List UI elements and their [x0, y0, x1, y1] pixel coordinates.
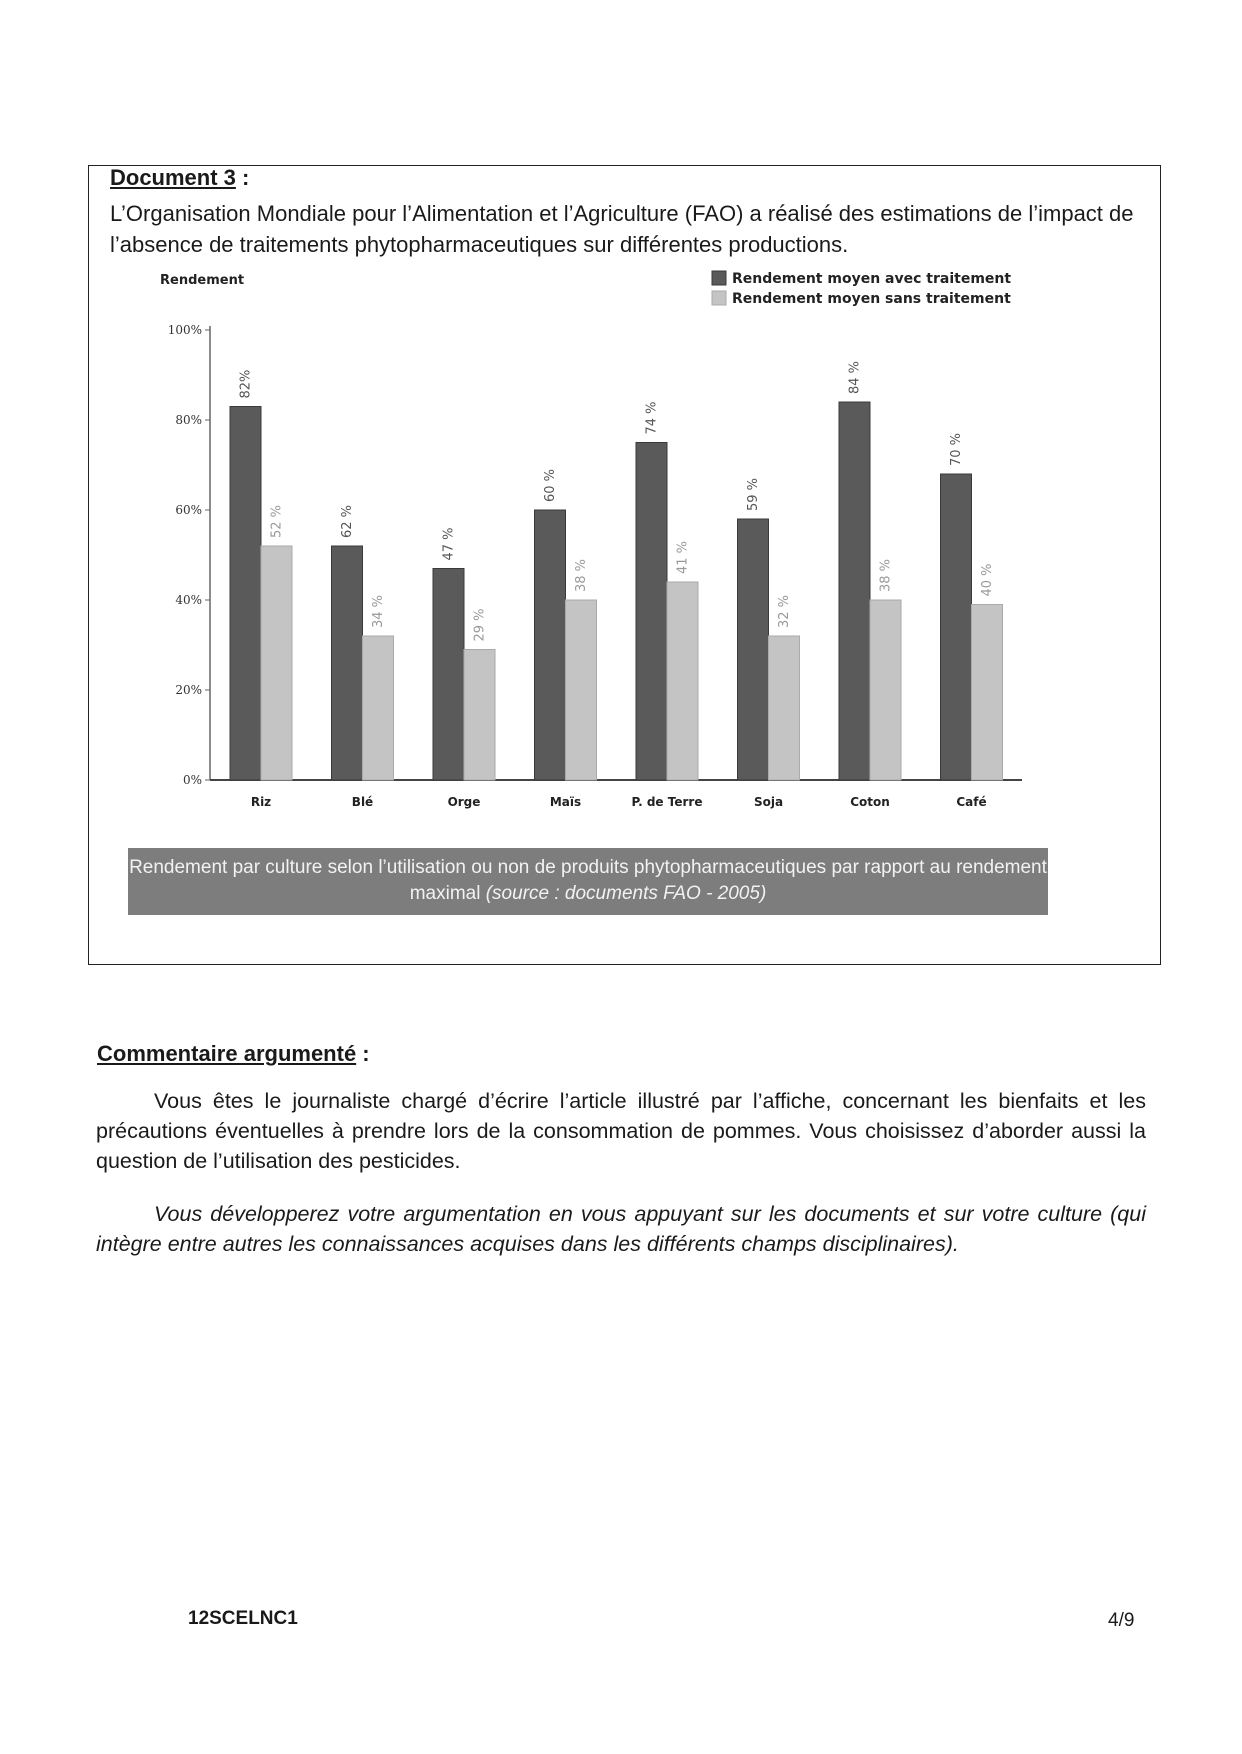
- bar-with-treatment: [636, 443, 667, 781]
- legend-swatch: [712, 271, 726, 285]
- bar-without-treatment: [363, 636, 394, 780]
- bar-without-treatment: [870, 600, 901, 780]
- x-tick-label: Orge: [447, 795, 481, 809]
- bar-value-label: 38 %: [574, 558, 589, 592]
- bar-value-label: 41 %: [675, 540, 691, 574]
- bar-value-label: 74 %: [644, 401, 660, 435]
- comment-paragraph-2: Vous développerez votre argumentation en vous appuyant sur les documents et sur votre culture (qui intègre entre autres les connaissances acquises dans les différents champs disciplinaires).: [96, 1202, 1146, 1256]
- bar-with-treatment: [230, 407, 261, 781]
- bar-with-treatment: [433, 569, 464, 781]
- bar-without-treatment: [566, 600, 597, 780]
- chart-legend: [712, 271, 1011, 307]
- x-tick-label: Soja: [753, 795, 784, 809]
- chart-caption: [128, 848, 1048, 915]
- y-tick-label: 80%: [175, 413, 202, 427]
- x-tick-label: Coton: [850, 795, 890, 809]
- yield-bar-chart: [110, 262, 1040, 822]
- bar-value-label: 40 %: [980, 563, 995, 597]
- bar-value-label: 52 %: [269, 504, 285, 538]
- bar-with-treatment: [941, 474, 972, 780]
- y-tick-label: 60%: [175, 503, 202, 517]
- x-tick-label: P. de Terre: [631, 795, 703, 809]
- y-tick-label: 0%: [182, 773, 202, 787]
- y-tick-label: 40%: [175, 593, 202, 607]
- page-number: 4/9: [1108, 1610, 1135, 1631]
- comment-title: Commentaire argumenté :: [97, 1041, 370, 1066]
- y-tick-label: 20%: [175, 683, 202, 697]
- legend-entry: Rendement moyen avec traitement: [732, 271, 1012, 287]
- legend-swatch: [712, 291, 726, 305]
- bar-without-treatment: [769, 636, 800, 780]
- bar-without-treatment: [464, 650, 495, 781]
- x-tick-label: Maïs: [549, 795, 582, 809]
- bar-value-label: 29 %: [472, 608, 488, 642]
- bar-value-label: 34 %: [371, 594, 386, 628]
- document-intro: L’Organisation Mondiale pour l’Alimentation et l’Agriculture (FAO) a réalisé des estimations de l’impact de l’absence de traitements phytopharmaceutiques sur différentes productions.: [110, 201, 1134, 257]
- x-tick-label: Riz: [250, 795, 272, 809]
- caption-source: (source : documents FAO - 2005): [485, 883, 767, 904]
- bar-with-treatment: [535, 510, 566, 780]
- bar-value-label: 38 %: [878, 558, 894, 592]
- bar-value-label: 60 %: [543, 468, 558, 502]
- bar-value-label: 62 %: [340, 504, 355, 538]
- bar-value-label: 84 %: [847, 360, 863, 394]
- bar-with-treatment: [738, 519, 769, 780]
- bar-without-treatment: [972, 605, 1003, 781]
- bar-without-treatment: [667, 582, 698, 780]
- bar-with-treatment: [839, 402, 870, 780]
- comment-paragraph-1: Vous êtes le journaliste chargé d’écrire l’article illustré par l’affiche, concernant les bienfaits et les précautions éventuelles à prendre lors de la consommation de pommes. Vous choisissez d’aborder aussi la question de l’utilisation des pesticides.: [96, 1089, 1146, 1173]
- y-axis-title: Rendement: [160, 273, 245, 288]
- bar-with-treatment: [332, 546, 363, 780]
- bar-value-label: 70 %: [949, 432, 964, 466]
- chart-bars: [230, 361, 1003, 809]
- bar-value-label: 59 %: [746, 477, 761, 511]
- bar-value-label: 32 %: [777, 594, 792, 628]
- bar-value-label: 82%: [238, 369, 254, 399]
- document-title: Document 3 :: [110, 165, 250, 190]
- legend-entry: Rendement moyen sans traitement: [732, 291, 1011, 307]
- y-tick-label: 100%: [167, 323, 202, 337]
- caption-main: Rendement par culture selon l’utilisation ou non de produits phytopharmaceutiques par rapport au rendement maximal: [129, 857, 1047, 904]
- x-tick-label: Café: [956, 795, 987, 809]
- bar-value-label: 47 %: [441, 527, 457, 561]
- x-tick-label: Blé: [351, 795, 374, 809]
- bar-without-treatment: [261, 546, 292, 780]
- footer-code: 12SCELNC1: [188, 1608, 298, 1629]
